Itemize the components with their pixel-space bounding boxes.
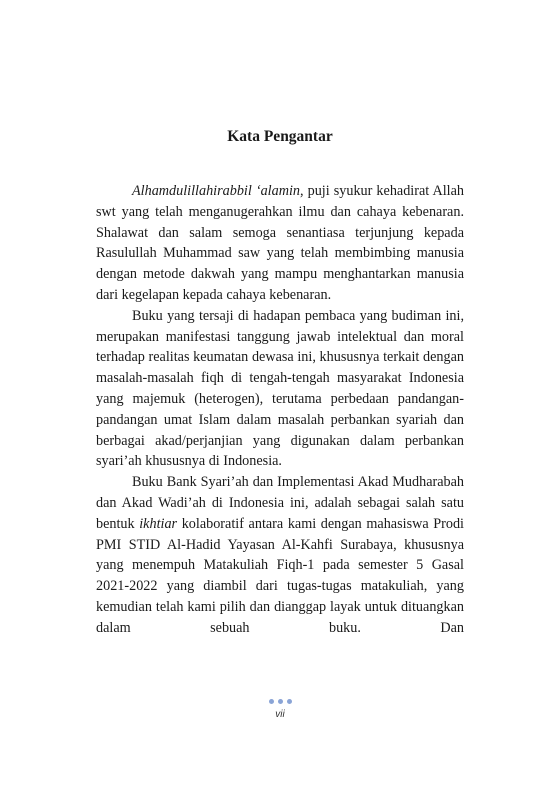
body-text	[96, 181, 464, 639]
page-number: vii	[275, 709, 285, 720]
paragraph-1-text: , puji syukur kehadirat Allah swt yang telah menganugerahkan ilmu dan cahaya kebenaran. Shalawat dan salam semoga senantiasa terjunjung kepada Rasulullah Muhammad saw yang telah membimbing manusia dengan metode dakwah yang mampu menghantarkan manusia dari kegelapan kepada cahaya kebenaran.	[96, 183, 464, 303]
dot-icon	[287, 699, 292, 704]
paragraph-2: Buku yang tersaji di hadapan pembaca yang budiman ini, merupakan manifestasi tanggung jawab intelektual dan moral terhadap realitas keumatan dewasa ini, khususnya terkait dengan masalah-masalah fiqh di tengah-tengah masyarakat Indonesia yang majemuk (heterogen), terutama perbedaan pandangan-pandangan umat Islam dalam masalah perbankan syariah dan berbagai akad/perjanjian yang digunakan dalam perbankan syari’ah khususnya di Indonesia.	[96, 307, 464, 470]
paragraph-1-italic: Alhamdulillahirabbil ‘alamin	[132, 183, 301, 199]
dot-icon	[278, 699, 283, 704]
paragraph-3	[96, 472, 464, 638]
paragraph-1	[96, 181, 464, 306]
dot-icon	[269, 699, 274, 704]
paragraph-3-text-b: kolaboratif antara kami dengan mahasiswa Prodi PMI STID Al-Hadid Yayasan Al-Kahfi Surabaya, khususnya yang menempuh Matakuliah Fiqh-1 pada semester 5 Gasal 2021-2022 yang diambil dari tugas-tugas matakuliah, yang kemudian telah kami pilih dan dianggap layak untuk dituangkan dalam sebuah buku. Dan	[96, 515, 464, 636]
paragraph-3-text-a: Buku Bank Syari’ah dan Implementasi Akad Mudharabah dan Akad Wadi’ah di Indonesia ini, adalah sebagai salah satu bentuk	[96, 474, 464, 532]
page-footer	[0, 699, 560, 720]
ornament-dots	[0, 699, 560, 707]
paragraph-3-italic: ikhtiar	[139, 515, 178, 532]
page-title: Kata Pengantar	[227, 128, 333, 145]
